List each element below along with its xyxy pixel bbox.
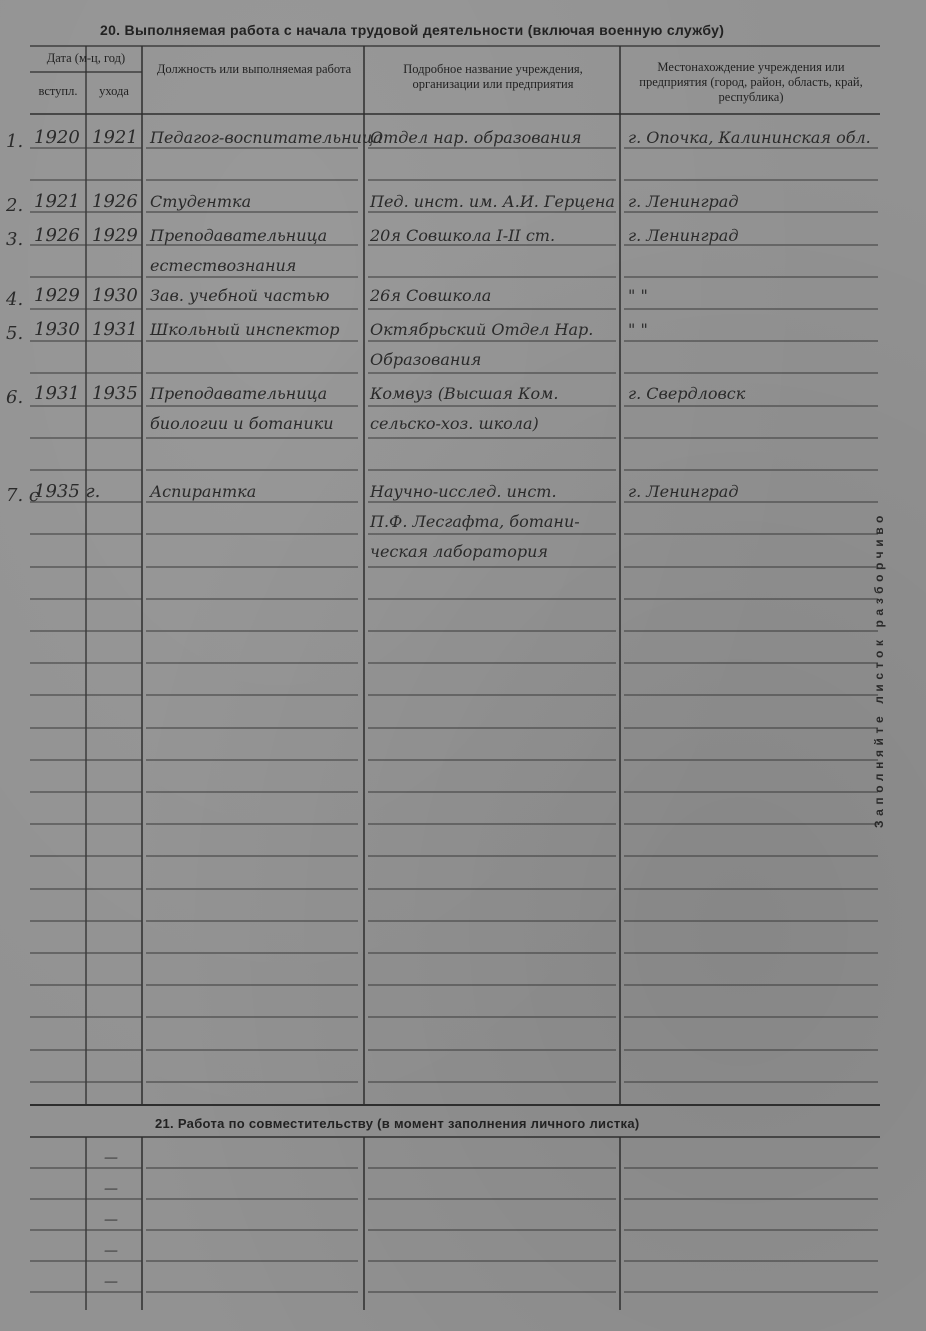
row-number: 7. с [6, 485, 39, 506]
dash-mark: — [104, 1181, 118, 1197]
section-21-title: 21. Работа по совместительству (в момент заполнения личного листка) [155, 1116, 640, 1131]
section-20-title: 20. Выполняемая работа с начала трудовой деятельности (включая военную службу) [100, 22, 725, 38]
entry-year: 1920 [34, 127, 80, 148]
organization-text: Образования [370, 350, 482, 369]
organization-text: Отдел нар. образования [370, 128, 582, 147]
organization-text: 26я Совшкола [370, 286, 492, 305]
dash-mark: — [104, 1274, 118, 1290]
location-text: г. Ленинград [628, 192, 739, 211]
exit-year: 1926 [92, 191, 138, 212]
entry-year: 1931 [34, 383, 80, 404]
exit-year: 1929 [92, 225, 138, 246]
position-text: Преподавательница [150, 384, 328, 403]
location-text: " " [628, 320, 648, 339]
exit-year: 1931 [92, 319, 138, 340]
location-text: г. Ленинград [628, 482, 739, 501]
row-number: 6. [6, 387, 24, 408]
row-number: 5. [6, 323, 24, 344]
dash-mark: — [104, 1243, 118, 1259]
header-position: Должность или выполняемая работа [156, 62, 352, 76]
row-number: 3. [6, 229, 24, 250]
header-organization: Подробное название учреждения, организации или предприятия [403, 62, 583, 91]
row-number: 2. [6, 195, 24, 216]
row-number: 4. [6, 289, 24, 310]
organization-text: ческая лаборатория [370, 542, 549, 561]
location-text: г. Свердловск [628, 384, 746, 403]
header-location: Местонахождение учреждения или предприятия (город, район, область, край, республика) [639, 60, 863, 104]
entry-year: 1921 [34, 191, 80, 212]
position-text: Преподавательница [150, 226, 328, 245]
location-text: г. Ленинград [628, 226, 739, 245]
position-text: естествознания [150, 256, 297, 275]
organization-text: П.Ф. Лесгафта, ботани- [370, 512, 580, 531]
position-text: Зав. учебной частью [150, 286, 330, 305]
exit-year: 1935 [92, 383, 138, 404]
organization-text: Научно-исслед. инст. [370, 482, 557, 501]
organization-text: Пед. инст. им. А.И. Герцена [370, 192, 615, 211]
dash-mark: — [104, 1212, 118, 1228]
location-text: " " [628, 286, 648, 305]
entry-year: 1930 [34, 319, 80, 340]
header-date: Дата (м-ц, год) [46, 51, 126, 65]
position-text: Педагог-воспитательница [150, 128, 383, 147]
exit-year: 1921 [92, 127, 138, 148]
organization-text: Октябрьский Отдел Нар. [370, 320, 594, 339]
organization-text: Комвуз (Высшая Ком. [370, 384, 559, 403]
position-text: биологии и ботаники [150, 414, 334, 433]
entry-year: 1926 [34, 225, 80, 246]
dash-mark: — [104, 1150, 118, 1166]
position-text: Аспирантка [150, 482, 257, 501]
organization-text: 20я Совшкола I-II ст. [370, 226, 556, 245]
location-text: г. Опочка, Калининская обл. [628, 128, 871, 147]
entry-year: 1929 [34, 285, 80, 306]
exit-year: 1930 [92, 285, 138, 306]
sidebar-instruction: Заполняйте листок разборчиво [872, 511, 886, 829]
organization-text: сельско-хоз. школа) [370, 414, 539, 433]
row-number: 1. [6, 131, 24, 152]
header-entry: вступл. [38, 84, 78, 98]
position-text: Школьный инспектор [150, 320, 340, 339]
entry-year: 1935 г. [34, 481, 101, 502]
header-exit: ухода [99, 84, 129, 98]
position-text: Студентка [150, 192, 252, 211]
